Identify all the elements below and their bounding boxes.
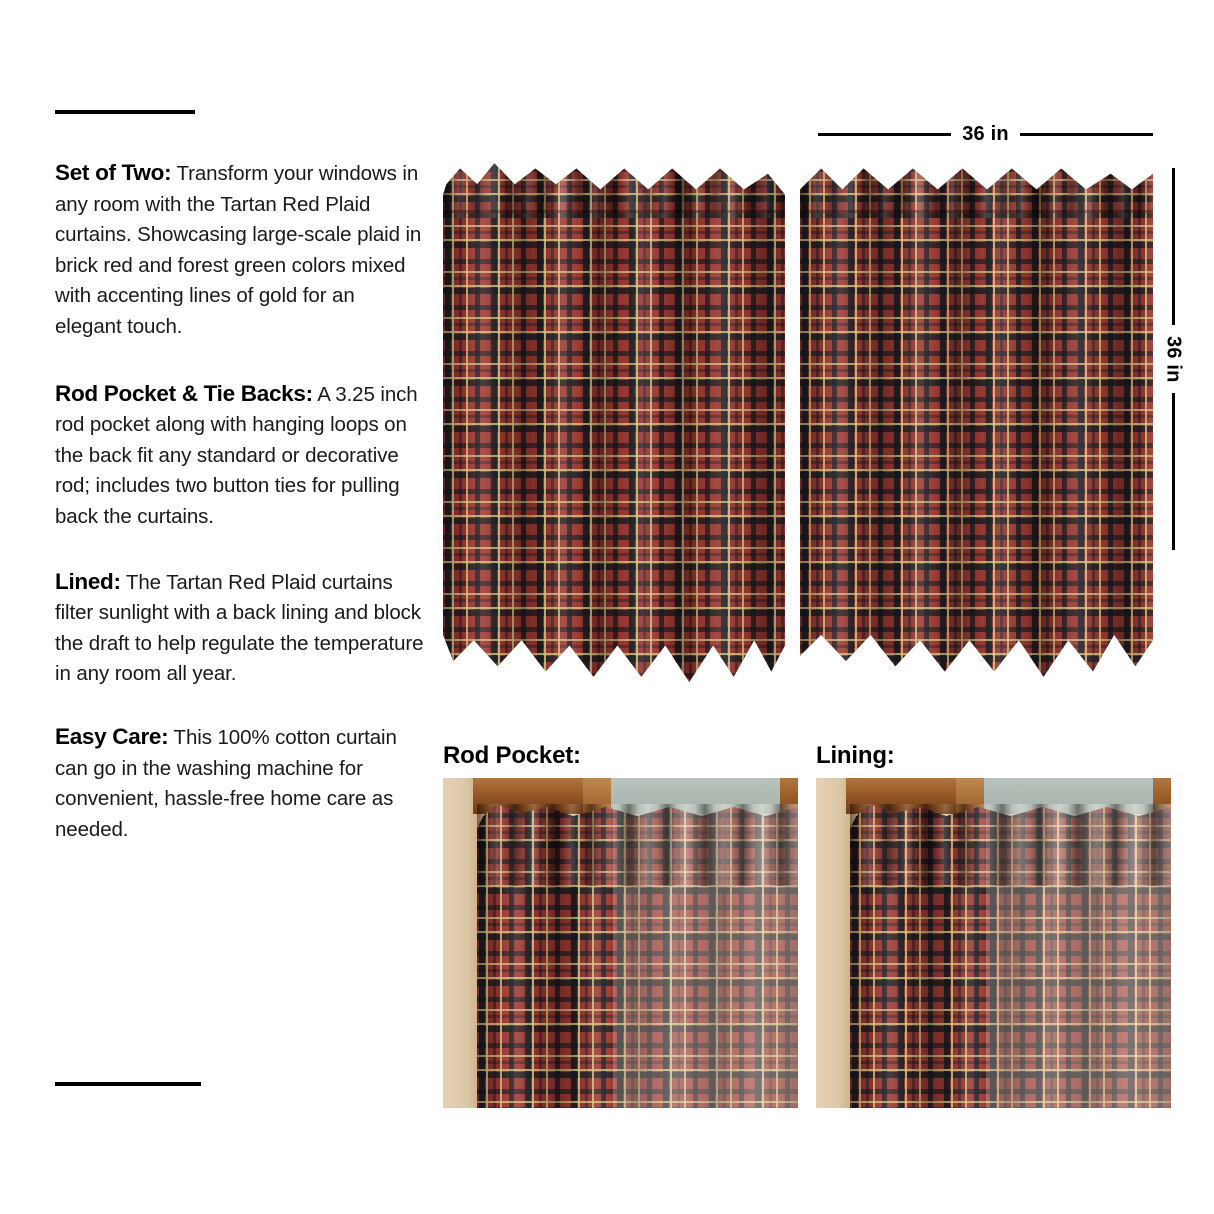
rod-pocket-gather-band bbox=[443, 158, 785, 218]
dimension-line-segment bbox=[1172, 168, 1175, 325]
window-frame-wood bbox=[846, 778, 956, 814]
feature-body-text: This 100% cotton curtain can go in the washing machine for convenient, hassle-free home care as needed. bbox=[55, 725, 397, 841]
window-glass bbox=[984, 778, 1153, 814]
detail-card-lining bbox=[816, 742, 1171, 1108]
dimension-width-label: 36 in bbox=[962, 122, 1009, 145]
feature-body-text: A 3.25 inch rod pocket along with hanging loops on the back fit any standard or decorative rod; includes two button ties for pulling back the curtains. bbox=[55, 382, 418, 528]
detail-photo-rod-pocket bbox=[443, 778, 798, 1108]
curtain-panels-group bbox=[443, 158, 1153, 682]
detail-title-lining: Lining: bbox=[816, 742, 895, 769]
detail-photo-lining bbox=[816, 778, 1171, 1108]
feature-block-set-of-two bbox=[55, 158, 425, 343]
feature-lead-in: Lined: bbox=[55, 568, 121, 594]
curtain-tier-panel-left bbox=[443, 158, 785, 682]
detail-title-rod-pocket: Rod Pocket: bbox=[443, 742, 581, 769]
window-glass bbox=[611, 778, 780, 814]
dimension-height-label: 36 in bbox=[1162, 335, 1185, 383]
feature-body-text: The Tartan Red Plaid curtains filter sunlight with a back lining and block the draft to help regulate the temperature in any room all year. bbox=[55, 570, 424, 686]
feature-block-easy-care bbox=[55, 722, 425, 845]
curtain-tier-panel-right bbox=[800, 158, 1153, 682]
window-frame-wood bbox=[473, 778, 583, 814]
feature-text-column bbox=[55, 110, 425, 875]
rod-pocket-seam bbox=[800, 210, 1153, 213]
dimension-line-segment bbox=[1020, 133, 1153, 136]
dimension-line-segment bbox=[818, 133, 951, 136]
decorative-rule-top bbox=[55, 110, 195, 114]
feature-block-rod-pocket-tie-backs bbox=[55, 379, 425, 533]
dimension-width bbox=[818, 122, 1153, 146]
rod-pocket-gather-band bbox=[800, 158, 1153, 218]
decorative-rule-bottom bbox=[55, 1082, 201, 1086]
rod-pocket-seam bbox=[443, 210, 785, 213]
feature-lead-in: Set of Two: bbox=[55, 160, 172, 185]
feature-block-lined bbox=[55, 567, 425, 690]
feature-lead-in: Rod Pocket & Tie Backs: bbox=[55, 380, 313, 406]
feature-body-text: Transform your windows in any room with the Tartan Red Plaid curtains. Showcasing large-scale plaid in brick red and forest green colors mixed with accenting lines of gold for an elegant touch. bbox=[55, 162, 422, 338]
curtain-closeup bbox=[850, 804, 1171, 1108]
detail-card-rod-pocket bbox=[443, 742, 798, 1108]
dimension-line-segment bbox=[1172, 393, 1175, 550]
feature-lead-in: Easy Care: bbox=[55, 723, 169, 749]
curtain-closeup bbox=[477, 804, 798, 1108]
dimension-height bbox=[1161, 168, 1185, 550]
